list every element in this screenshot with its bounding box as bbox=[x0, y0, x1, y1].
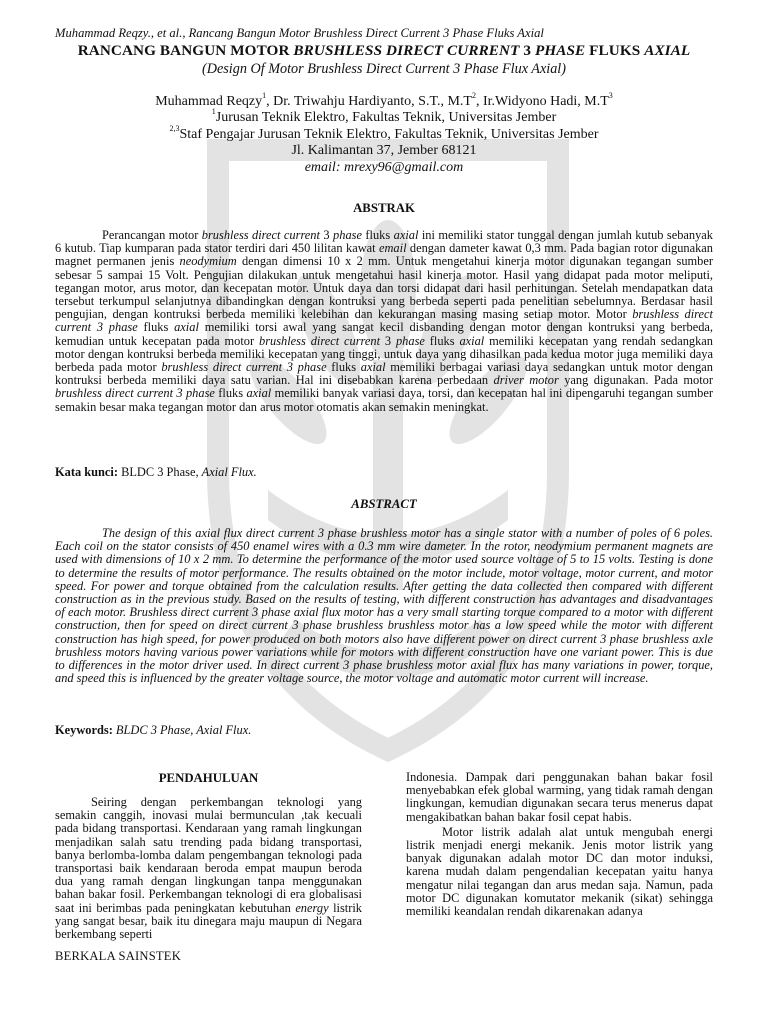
abstrak-heading: ABSTRAK bbox=[353, 201, 415, 215]
affiliation-sup: 1 bbox=[211, 107, 216, 117]
italic-run: brushless direct current 3 phase bbox=[55, 386, 215, 401]
kata-kunci-value: BLDC 3 Phase, bbox=[118, 465, 202, 479]
italic-run: axial bbox=[393, 228, 419, 242]
author-sup: 2 bbox=[471, 91, 476, 100]
pendahuluan-right-text-1: Indonesia. Dampak dari penggunakan bahan bakar fosil menyebabkan efek global warming, yang tidak ramah dengan lingkungan, kemudian digunakan secara terus menerus dapat mengakibatkan bahan bakar fosil cepat habis. bbox=[406, 770, 713, 824]
text-run: fluks bbox=[326, 360, 361, 375]
text-run: dengan dameter kawat 0,3 mm. Pada bagian rotor digunakan magnet permanen jenis bbox=[55, 241, 713, 269]
text-run: 3 bbox=[380, 333, 396, 348]
italic-run: axial bbox=[459, 333, 485, 348]
abstrak-body bbox=[55, 229, 713, 414]
italic-run: email bbox=[378, 241, 407, 256]
text-run: memiliki banyak variasi daya, torsi, dan kecepatan hal ini dipengaruhi tegangan sumber semakin besar maka tegangan motor dan arus motor otomatis akan semakin meningkat. bbox=[55, 386, 713, 414]
author-sup: 3 bbox=[608, 91, 613, 100]
affiliation-text: Jurusan Teknik Elektro, Fakultas Teknik, Universitas Jember bbox=[215, 110, 557, 126]
italic-run: neodymium bbox=[179, 254, 237, 269]
right-column bbox=[406, 771, 713, 918]
paper-title bbox=[40, 42, 728, 60]
author-sup: 1 bbox=[262, 91, 267, 100]
title-part: AXIAL bbox=[644, 42, 691, 59]
pendahuluan-right-text-2: Motor listrik adalah alat untuk mengubah energi listrik menjadi energi mekanik. Jenis motor listrik yang banyak digunakan adalah motor DC dan motor induksi, karena mudah dalam pengendalian kecepatan yaitu hanya mengatur nilai tegangan dan arus medan saja. Namun, pada motor DC digunakan komutator mekanik (sikat) sehingga memiliki keandalan rendah dikarenakan adanya bbox=[406, 824, 713, 919]
text-run: listrik yang sangat besar, baik itu dinegara maju maupun di Negara berkembang seperti bbox=[55, 900, 362, 942]
title-part: BRUSHLESS DIRECT CURRENT bbox=[293, 42, 520, 59]
pendahuluan-heading: PENDAHULUAN bbox=[158, 771, 259, 785]
keywords bbox=[55, 723, 713, 738]
text-run: dengan dimensi 10 x 2 mm. Untuk mengetahui kinerja motor digunakan tegangan sumber sebesar 5 sampai 15 Volt. Pengujian dilakukan untuk mengetahui hasil kinerja motor. Hasil yang didapat pada motor meliputi, tegangan motor, arus motor, dan kecepatan motor. Untuk daya dan torsi didapat dari hasil perhitungan. Setelah mendapatkan data tersebut terkumpul selanjutnya dibandingkan dengan kontruksi yang berbeda seperti pada penelitian sebelumnya. Berdasar hasil pengujian, dengan kontruksi berbeda memiliki kelebihan dan kekurangan masing masing setiap motor. Motor bbox=[55, 254, 713, 322]
text-run: ini memiliki stator tunggal dengan jumlah kutub sebanyak 6 kutub. Tiap kumparan pada stator terdiri dari 450 lilitan kawat bbox=[55, 228, 714, 256]
italic-run: brushless direct current bbox=[201, 228, 320, 242]
author-name: Muhammad Reqzy bbox=[155, 94, 263, 109]
text-run: fluks bbox=[424, 333, 460, 348]
journal-footer: BERKALA SAINSTEK bbox=[55, 949, 181, 963]
kata-kunci bbox=[55, 465, 713, 480]
paper-subtitle: (Design Of Motor Brushless Direct Current 3 Phase Flux Axial) bbox=[202, 61, 566, 77]
left-column bbox=[55, 771, 362, 941]
italic-run: phase bbox=[333, 228, 362, 242]
kata-kunci-label: Kata kunci: bbox=[55, 465, 118, 479]
email: email: mrexy96@gmail.com bbox=[304, 159, 464, 175]
author-names bbox=[40, 91, 728, 110]
affiliation-2 bbox=[40, 123, 728, 143]
text-run: fluks bbox=[214, 386, 247, 401]
author-block bbox=[40, 91, 728, 176]
italic-run: energy bbox=[295, 900, 329, 915]
italic-run: brushless direct current 3 phase bbox=[161, 360, 327, 375]
italic-run: phase bbox=[395, 333, 425, 348]
affiliation-sup: 2,3 bbox=[169, 123, 180, 133]
italic-run: axial bbox=[174, 320, 199, 335]
text-run: 3 bbox=[319, 228, 334, 242]
title-part: FLUKS bbox=[585, 42, 645, 59]
abstract-body: The design of this axial flux direct current 3 phase brushless motor has a single stator with a number of poles of 6 poles. Each coil on the stator consists of 450 enamel wires with a 0.3 mm wire dameter. In the rotor, neodymium permanent magnets are used with dimensions of 10 x 2 mm. To determine the performance of the motor used source voltage of 5 to 15 volts. Testing is done to determine the results of motor performance. The results obtained on the motor include, motor voltage, motor current, and motor speed. For power and torque obtained from the calculation results. After getting the data collected then compared with different construction as in the previous study. Based on the results of testing, with different construction has advantages and disadvantages of each motor. Brushless direct current 3 phase axial flux motor has a very small starting torque compared to a motor with different construction, then for speed on direct current 3 phase brushless brushless motor has a low speed while the motor with different construction has high speed, for power produced on both motors also have different power on direct current 3 phase brushless axle brushless motors having various power variations while for motors with different construction have one variant power. This is due to differences in the motor driver used. In direct current 3 phase brushless motor axial flux has many variations in power, torque, and speed this is influenced by the greater voltage source, the motor voltage and automatic motor current will increase. bbox=[55, 526, 713, 686]
italic-run: brushless direct current 3 phase bbox=[55, 307, 713, 335]
pendahuluan-left-text bbox=[55, 796, 362, 941]
text-run: Perancangan motor bbox=[102, 228, 202, 242]
running-head: Muhammad Reqzy., et al., Rancang Bangun Motor Brushless Direct Current 3 Phase Fluks Axial bbox=[55, 26, 544, 40]
italic-run: driver motor bbox=[493, 373, 559, 388]
author-name: , Dr. Triwahju Hardiyanto, S.T., M.T bbox=[266, 94, 472, 109]
text-run: memiliki berbagai variasi daya sedangkan untuk motor dengan kontruksi berbeda memiliki daya satu varian. Hal ini disebabkan karena perbedaan bbox=[55, 360, 713, 388]
affiliation-text: Staf Pengajar Jurusan Teknik Elektro, Fakultas Teknik, Universitas Jember bbox=[179, 126, 599, 142]
keywords-label: Keywords: bbox=[55, 723, 113, 737]
title-part: PHASE bbox=[534, 42, 586, 59]
keywords-value: BLDC 3 Phase, Axial Flux. bbox=[112, 723, 252, 737]
title-part: RANCANG BANGUN MOTOR bbox=[77, 42, 294, 59]
text-run: memiliki torsi awal yang sangat kecil disbanding dengan motor dengan kontruksi yang berbeda, kemudian untuk kecepatan pada motor bbox=[55, 320, 713, 348]
italic-run: axial bbox=[246, 386, 272, 401]
text-run: yang digunakan. Pada motor bbox=[558, 373, 713, 388]
italic-run: brushless direct current bbox=[259, 333, 381, 348]
title-part: 3 bbox=[519, 42, 535, 59]
text-run: Seiring dengan perkembangan teknologi yang semakin canggih, inovasi mulai bermunculan ,tak kecuali pada bidang transportasi. Kendaraan yang ramah lingkungan menjadikan salah satu trending pada bidang transportasi, banya berlomba-lomba dalam pengembangan teknologi pada transportasi baik kendaraan beroda empat maupun beroda dua yang ramah dengan lingkungan tanpa menggunakan bahan bakar fosil. Perkembangan teknologi di era globalisasi saat ini berimbas pada peningkatan kebutuhan bbox=[55, 795, 362, 915]
kata-kunci-value-italic: Axial Flux. bbox=[201, 465, 257, 479]
abstract-heading: ABSTRACT bbox=[351, 497, 417, 511]
address: Jl. Kalimantan 37, Jember 68121 bbox=[291, 143, 477, 159]
text-run: fluks bbox=[137, 320, 175, 335]
affiliation-1 bbox=[40, 107, 728, 126]
author-name: , Ir.Widyono Hadi, M.T bbox=[475, 94, 609, 109]
text-run: memiliki kecepatan yang rendah sedangkan motor dengan kontruksi berbeda memiliki kecepatan yang tinggi, untuk daya yang dihasilkan pada kedua motor juga memiliki daya berbeda pada motor bbox=[55, 333, 713, 375]
text-run: fluks bbox=[361, 228, 394, 242]
italic-run: axial bbox=[360, 360, 386, 375]
